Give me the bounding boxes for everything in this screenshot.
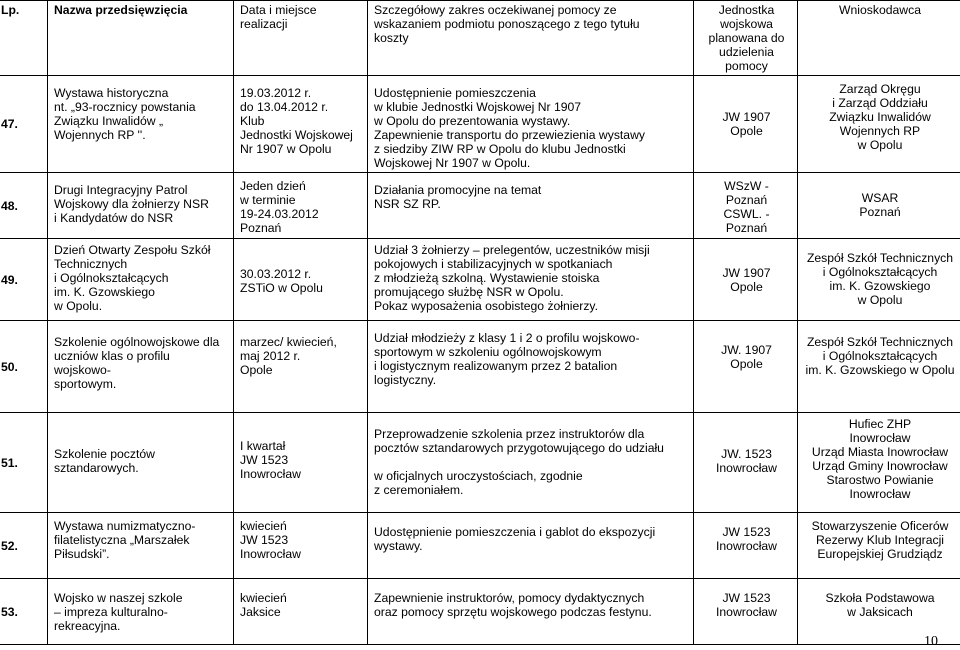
event-date-place: 19.03.2012 r. do 13.04.2012 r. Klub Jednostki Wojskowej Nr 1907 w Opolu [234,76,368,173]
table-header-row [0,1,960,76]
event-name: Wystawa numizmatyczno- filatelistyczna „Marszałek Piłsudski”. [48,513,234,579]
event-scope: Udział młodzieży z klasy 1 i 2 o profilu wojskowo- sportowym w szkoleniu ogólnowojskowym i logistycznym realizowanym przez 2 batalion logistyczny. [368,321,694,413]
event-date-place: kwiecień JW 1523 Inowrocław [234,513,368,579]
row-number: 51. [0,413,48,513]
row-number: 50. [0,321,48,413]
row-number: 47. [0,76,48,173]
header-date-place: Data i miejsce realizacji [234,1,368,76]
event-name: Wystawa historyczna nt. „93-rocznicy powstania Związku Inwalidów „ Wojennych RP ''. [48,76,234,173]
event-name: Dzień Otwarty Zespołu Szkół Technicznych i Ogólnokształcących im. K. Gzowskiego w Opolu. [48,239,234,321]
event-date-place: I kwartał JW 1523 Inowrocław [234,413,368,513]
event-name: Szkolenie ogólnowojskowe dla uczniów klas o profilu wojskowo- sportowym. [48,321,234,413]
event-name: Wojsko w naszej szkole – impreza kulturalno- rekreacyjna. [48,579,234,645]
header-name: Nazwa przedsięwzięcia [48,1,234,76]
event-unit: JW. 1523 Inowrocław [694,413,798,513]
header-lp: Lp. [0,1,48,76]
event-applicant: Szkoła Podstawowa w Jaksicach [798,579,960,645]
event-unit: WSzW - Poznań CSWL. - Poznań [694,173,798,239]
event-name: Drugi Integracyjny Patrol Wojskowy dla żołnierzy NSR i Kandydatów do NSR [48,173,234,239]
event-unit: JW 1907 Opole [694,239,798,321]
event-scope: Zapewnienie instruktorów, pomocy dydaktycznych oraz pomocy sprzętu wojskowego podczas festynu. [368,579,694,645]
event-scope: Udział 3 żołnierzy – prelegentów, uczestników misji pokojowych i stabilizacyjnych w spotkaniach z młodzieżą szkolną. Wystawienie stoiska promującego służbę NSR w Opolu. Pokaz wyposażenia osobistego żołnierzy. [368,239,694,321]
event-applicant: Hufiec ZHP Inowrocław Urząd Miasta Inowrocław Urząd Gminy Inowrocław Starostwo Powianie Inowrocław [798,413,960,513]
event-applicant: Zespół Szkół Technicznych i Ogólnokształcących im. K. Gzowskiego w Opolu [798,321,960,413]
event-unit: JW. 1907 Opole [694,321,798,413]
table-row [0,239,960,321]
table-row [0,579,960,645]
event-unit: JW 1523 Inowrocław [694,579,798,645]
header-unit: Jednostka wojskowa planowana do udzielenia pomocy [694,1,798,76]
event-applicant: Stowarzyszenie Oficerów Rezerwy Klub Integracji Europejskiej Grudziądz [798,513,960,579]
event-date-place: kwiecień Jaksice [234,579,368,645]
event-scope: Działania promocyjne na temat NSR SZ RP. [368,173,694,239]
table-row [0,76,960,173]
table-row [0,513,960,579]
header-applicant: Wnioskodawca [798,1,960,76]
event-scope: Przeprowadzenie szkolenia przez instruktorów dla pocztów sztandarowych przygotowującego do udziału w oficjalnych uroczystościach, zgodnie z ceremoniałem. [368,413,694,513]
event-applicant: WSAR Poznań [798,173,960,239]
row-number: 52. [0,513,48,579]
event-date-place: 30.03.2012 r. ZSTiO w Opolu [234,239,368,321]
header-scope: Szczegółowy zakres oczekiwanej pomocy ze wskazaniem podmiotu ponoszącego z tego tytułu koszty [368,1,694,76]
table-row [0,413,960,513]
row-number: 48. [0,173,48,239]
row-number: 53. [0,579,48,645]
event-name: Szkolenie pocztów sztandarowych. [48,413,234,513]
table-row [0,173,960,239]
event-date-place: Jeden dzień w terminie 19-24.03.2012 Poznań [234,173,368,239]
page-number: 10 [924,634,938,649]
event-date-place: marzec/ kwiecień, maj 2012 r. Opole [234,321,368,413]
table-row [0,321,960,413]
event-scope: Udostępnienie pomieszczenia w klubie Jednostki Wojskowej Nr 1907 w Opolu do prezentowania wystawy. Zapewnienie transportu do przewiezienia wystawy z siedziby ZIW RP w Opolu do klubu Jednostki Wojskowej Nr 1907 w Opolu. [368,76,694,173]
row-number: 49. [0,239,48,321]
event-unit: JW 1907 Opole [694,76,798,173]
event-scope: Udostępnienie pomieszczenia i gablot do ekspozycji wystawy. [368,513,694,579]
event-unit: JW 1523 Inowrocław [694,513,798,579]
event-applicant: Zespół Szkół Technicznych i Ogólnokształcących im. K. Gzowskiego w Opolu [798,239,960,321]
event-applicant: Zarząd Okręgu i Zarząd Oddziału Związku Inwalidów Wojennych RP w Opolu [798,76,960,173]
